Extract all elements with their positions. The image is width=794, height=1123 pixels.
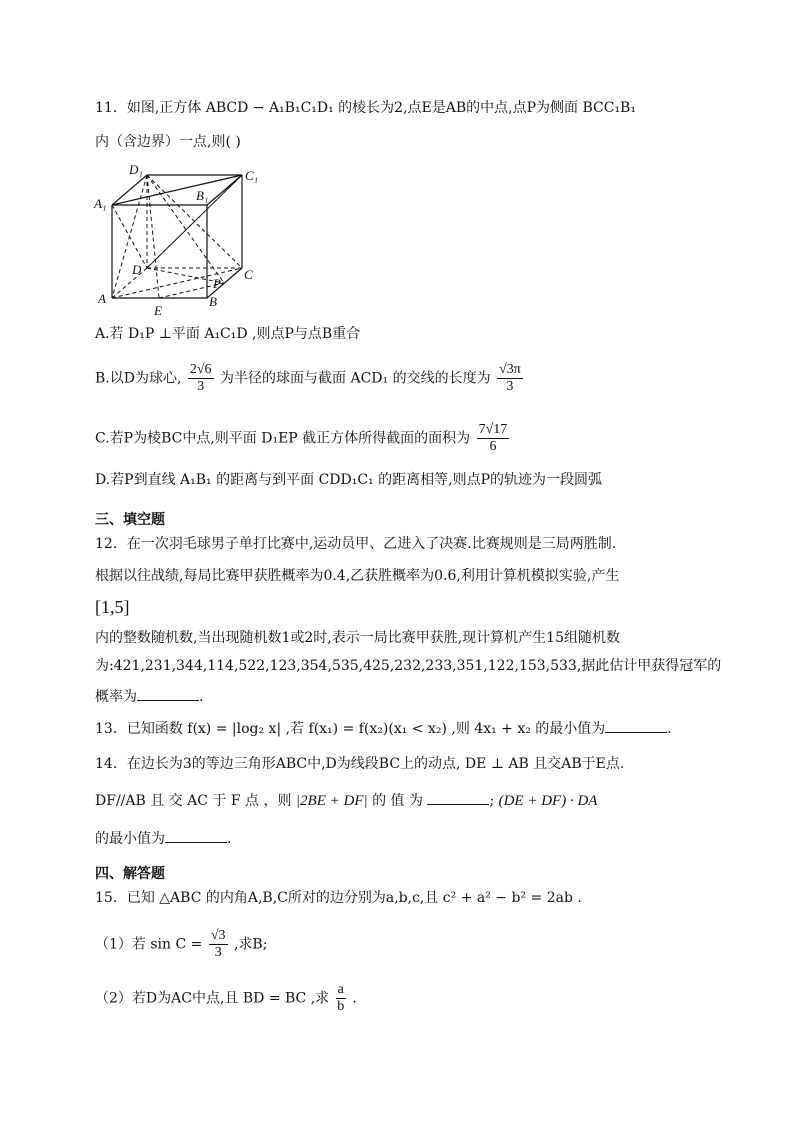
frac-den: b: [337, 999, 345, 1014]
q12-line2: 根据以往战绩,每局比赛甲获胜概率为0.4,乙获胜概率为0.6,利用计算机模拟实验,产生: [95, 568, 620, 584]
frac-num: 2√6: [189, 362, 212, 377]
frac-den: 3: [197, 379, 205, 394]
q11-option-b: [95, 362, 705, 395]
q11-option-b-frac-radius: [188, 362, 214, 395]
q11-option-a: A.若 D₁P ⊥平面 A₁C₁D ,则点P与点B重合: [95, 326, 361, 342]
period: .: [667, 721, 672, 737]
q15-part1-frac: [209, 928, 228, 961]
frac-den: 3: [506, 379, 514, 394]
q11-line1: 11．如图,正方体 ABCD − A₁B₁C₁D₁ 的棱长为2,点E是AB的中点,点P为侧面 BCC₁B₁: [95, 100, 636, 116]
q11-option-b-frac-length: [497, 362, 523, 395]
frac-den: 6: [489, 439, 497, 454]
q14-line3: [95, 828, 705, 849]
q14-line2-mid: 的 值 为: [372, 793, 423, 809]
section-fill-in-title: 三、填空题: [95, 512, 165, 528]
frac-den: 3: [214, 945, 222, 960]
answer-blank: [427, 790, 489, 805]
q12-line3: 内的整数随机数,当出现随机数1或2时,表示一局比赛甲获胜,现计算机产生15组随机数: [95, 630, 620, 646]
frac-num: √3π: [499, 362, 521, 377]
label-P: P: [213, 276, 221, 291]
cube-hidden-edges: [112, 175, 242, 298]
q15-part2-post: .: [352, 990, 357, 1007]
q14-line3-text: 的最小值为: [95, 831, 165, 847]
q15-part2-frac: [336, 982, 346, 1015]
q11-option-b-mid: 为半径的球面与截面 ACD₁ 的交线的长度为: [220, 370, 491, 387]
q14-vector-magnitude: |2BE + DF|: [295, 793, 368, 809]
section-answer-title: 四、解答题: [95, 866, 165, 882]
q12-interval: [1,5]: [95, 597, 130, 617]
label-C1: C₁: [245, 168, 259, 183]
label-B1: B₁: [196, 188, 209, 203]
frac-num: √3: [210, 928, 226, 943]
label-D1: D₁: [129, 162, 143, 177]
q14-line2-pre: DF//AB 且 交 AC 于 F 点 ，则: [95, 793, 292, 809]
answer-blank: [165, 828, 227, 843]
q14-line2: DF//AB 且 交 AC 于 F 点 ，则 |2BE + DF| 的 值 为 ; (DE + DF) · DA: [95, 790, 705, 811]
q15-line1: 15．已知 △ABC 的内角A,B,C所对的边分别为a,b,c,且 c² + a² − b² = 2ab .: [95, 890, 582, 906]
q15-part1: [95, 928, 705, 961]
cube-figure: [92, 160, 272, 320]
q14-dot-product: (DE + DF) · DA: [498, 793, 598, 809]
q11-option-c-frac: [477, 422, 510, 455]
q15-part2: [95, 982, 705, 1015]
q12-line4: 为:421,231,344,114,522,123,354,535,425,232,233,351,122,153,533,据此估计甲获得冠军的: [95, 658, 722, 674]
q15-part2-pre: （2）若D为AC中点,且 BD = BC ,求: [95, 990, 330, 1007]
frac-num: 7√17: [478, 422, 508, 437]
q11-option-c: [95, 422, 705, 455]
label-B: B: [209, 294, 217, 309]
label-E: E: [154, 303, 162, 318]
q12-line5: [95, 686, 705, 707]
answer-blank: [137, 686, 199, 701]
q13-line: [95, 718, 705, 739]
label-A1: A₁: [94, 196, 107, 211]
period: .: [199, 689, 204, 705]
q11-line2: 内（含边界）一点,则( ): [95, 134, 241, 150]
label-A: A: [98, 291, 106, 306]
q11-option-d: D.若P到直线 A₁B₁ 的距离与到平面 CDD₁C₁ 的距离相等,则点P的轨迹为一段圆弧: [95, 472, 602, 488]
q11-option-b-pre: B.以D为球心,: [95, 370, 182, 387]
frac-num: a: [337, 982, 344, 997]
label-C: C: [244, 267, 253, 282]
period: .: [227, 831, 232, 847]
q14-line1: 14．在边长为3的等边三角形ABC中,D为线段BC上的动点, DE ⊥ AB 且交AB于E点.: [95, 756, 625, 772]
q15-part1-pre: （1）若 sin C =: [95, 936, 203, 953]
q12-line5-text: 概率为: [95, 689, 137, 705]
answer-blank: [605, 718, 667, 733]
q12-line1: 12．在一次羽毛球男子单打比赛中,运动员甲、乙进入了决赛.比赛规则是三局两胜制.: [95, 536, 617, 552]
q13-text: 13．已知函数 f(x) = |log₂ x| ,若 f(x₁) = f(x₂)(x₁ < x₂) ,则 4x₁ + x₂ 的最小值为: [95, 721, 606, 737]
q15-part1-post: ,求B;: [233, 936, 268, 953]
label-D: D: [132, 262, 142, 277]
q11-option-c-pre: C.若P为棱BC中点,则平面 D₁EP 截正方体所得截面的面积为: [95, 430, 471, 447]
